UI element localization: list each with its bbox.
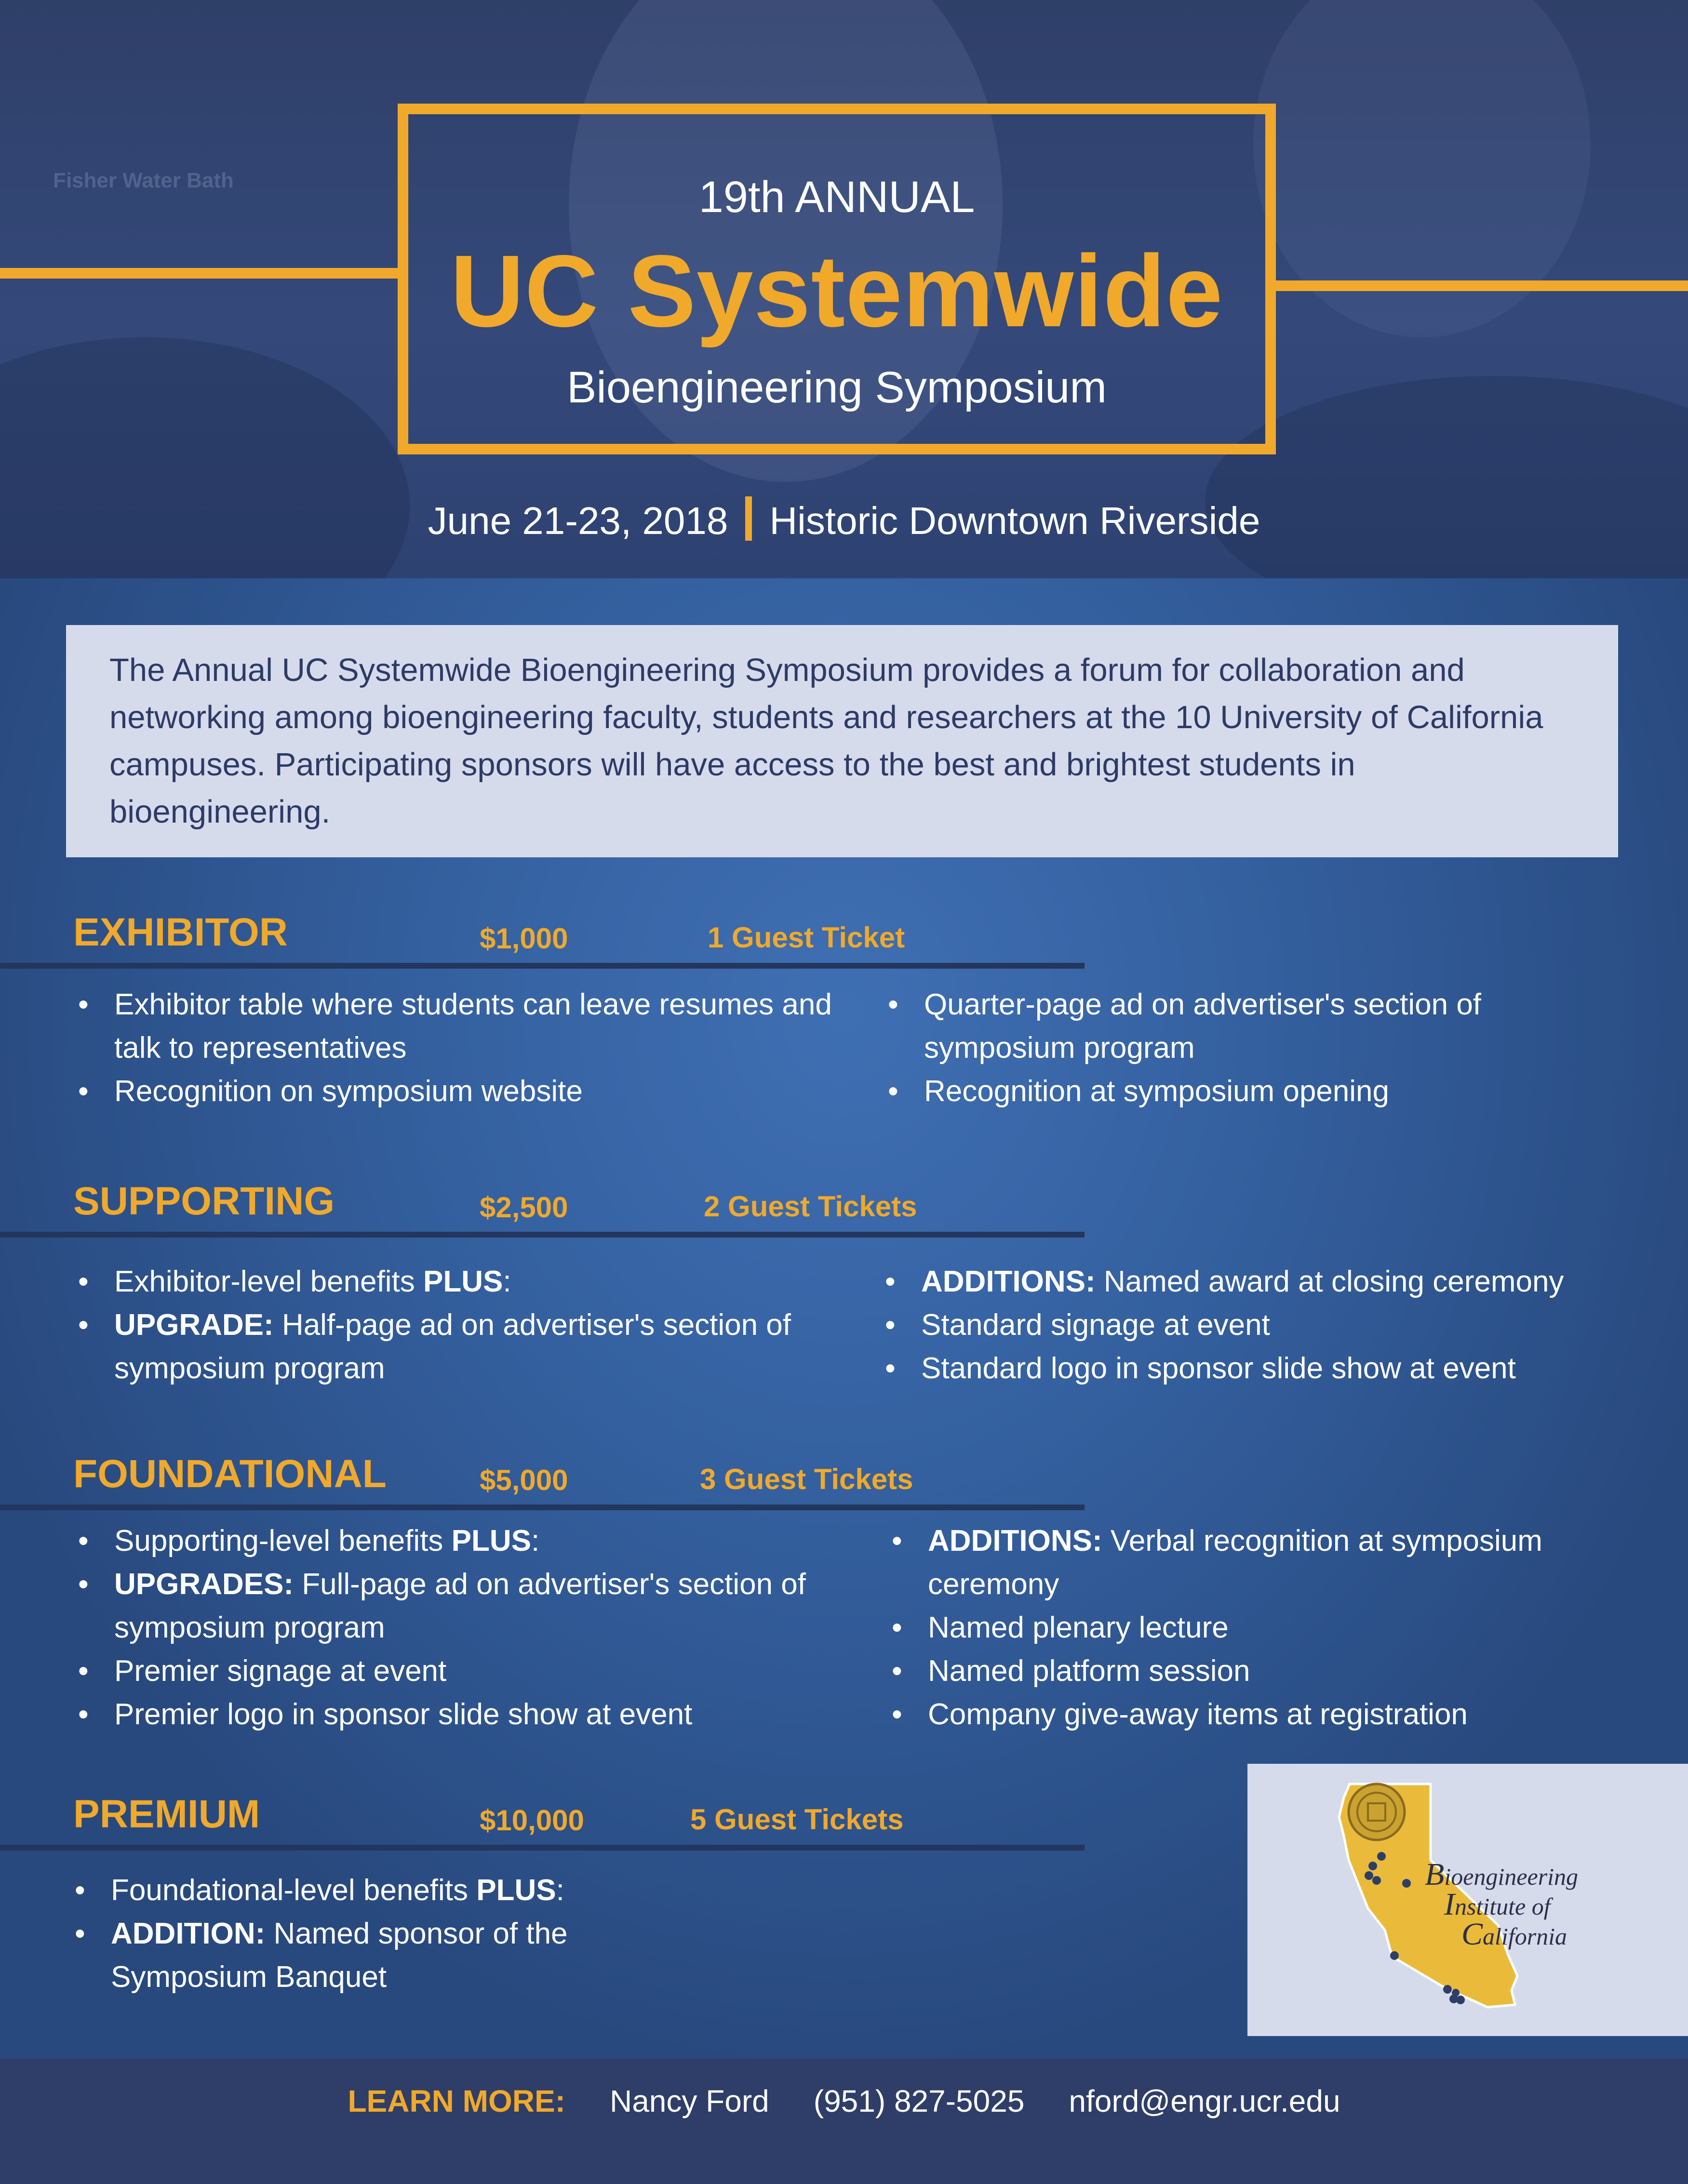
event-location: Historic Downtown Riverside xyxy=(769,499,1260,542)
date-location-line xyxy=(0,496,1688,543)
tier-supporting-header xyxy=(0,1165,1085,1233)
header-banner xyxy=(0,0,1688,578)
tier-foundational-header xyxy=(0,1438,1085,1505)
list-item: • Recognition at symposium opening xyxy=(883,1070,1558,1113)
tier-rule xyxy=(0,1505,1085,1510)
list-item: • Recognition on symposium website xyxy=(73,1070,854,1113)
logo-line-1: Bioengineering xyxy=(1425,1857,1579,1892)
tier-price: $1,000 xyxy=(480,922,568,955)
list-item: • Standard signage at event xyxy=(880,1304,1680,1347)
learn-more-label: LEARN MORE: xyxy=(348,2083,565,2118)
list-item: • Company give-away items at registration xyxy=(887,1693,1581,1736)
right-accent-line xyxy=(1273,280,1688,291)
contact-phone[interactable]: (951) 827-5025 xyxy=(813,2083,1025,2118)
premium-benefits-left xyxy=(70,1869,658,1999)
separator-bar xyxy=(745,496,752,541)
footer-contact-bar xyxy=(0,2059,1688,2184)
foundational-benefits-right xyxy=(887,1519,1581,1736)
list-item: • Quarter-page ad on advertiser's section of symposium program xyxy=(883,983,1558,1070)
page-title: UC Systemwide xyxy=(450,234,1223,348)
tier-name: PREMIUM xyxy=(73,1792,260,1836)
list-item: • ADDITIONS: Named award at closing ceremony xyxy=(880,1260,1680,1304)
event-dates: June 21-23, 2018 xyxy=(428,499,728,542)
title-frame xyxy=(398,104,1276,454)
tier-rule xyxy=(0,1845,1085,1851)
tier-name: EXHIBITOR xyxy=(73,910,288,954)
supporting-benefits-left xyxy=(73,1260,854,1390)
tier-price: $2,500 xyxy=(480,1191,568,1224)
contact-name: Nancy Ford xyxy=(609,2083,769,2118)
institute-logo xyxy=(1247,1764,1688,2036)
left-accent-line xyxy=(0,268,400,279)
supporting-benefits-right xyxy=(880,1260,1680,1390)
tier-rule xyxy=(0,1232,1085,1238)
tier-tickets: 3 Guest Tickets xyxy=(700,1463,913,1495)
tier-price: $10,000 xyxy=(480,1804,584,1837)
list-item: • ADDITION: Named sponsor of the Symposium Banquet xyxy=(70,1912,658,1999)
list-item: • Exhibitor table where students can leave resumes and talk to representatives xyxy=(73,983,854,1070)
tier-name: SUPPORTING xyxy=(73,1179,335,1223)
annual-label: 19th ANNUAL xyxy=(698,173,975,222)
page-subtitle: Bioengineering Symposium xyxy=(567,363,1107,412)
list-item: • Premier logo in sponsor slide show at event xyxy=(73,1693,825,1736)
list-item: • Supporting-level benefits PLUS: xyxy=(73,1519,825,1563)
background-label: Fisher Water Bath xyxy=(53,169,234,192)
list-item: • UPGRADE: Half-page ad on advertiser's section of symposium program xyxy=(73,1304,854,1390)
list-item: • Foundational-level benefits PLUS: xyxy=(70,1869,658,1912)
contact-email[interactable]: nford@engr.ucr.edu xyxy=(1069,2083,1340,2118)
exhibitor-benefits-right xyxy=(883,983,1558,1113)
logo-line-3: California xyxy=(1461,1917,1567,1952)
lab-dish-shape xyxy=(1205,376,1688,578)
list-item: • Premier signage at event xyxy=(73,1650,825,1693)
tier-tickets: 2 Guest Tickets xyxy=(704,1190,917,1223)
tier-premium-header xyxy=(0,1778,1085,1846)
tier-name: FOUNDATIONAL xyxy=(73,1452,387,1496)
intro-text: The Annual UC Systemwide Bioengineering Symposium provides a forum for collaboration and networking among bioengineering faculty, students and researchers at the 10 University of California campuses. Participating sponsors will have access to the best and brightest students in bioengineering. xyxy=(109,652,1543,830)
intro-panel xyxy=(66,625,1618,857)
list-item: • Standard logo in sponsor slide show at event xyxy=(880,1347,1680,1390)
tier-price: $5,000 xyxy=(480,1464,568,1496)
list-item: • ADDITIONS: Verbal recognition at symposium ceremony xyxy=(887,1519,1581,1606)
tier-rule xyxy=(0,963,1085,969)
list-item: • Named plenary lecture xyxy=(887,1606,1581,1650)
tier-tickets: 5 Guest Tickets xyxy=(690,1803,904,1836)
list-item: • UPGRADES: Full-page ad on advertiser's section of symposium program xyxy=(73,1563,825,1650)
tier-tickets: 1 Guest Ticket xyxy=(708,921,905,954)
exhibitor-benefits-left xyxy=(73,983,854,1113)
tier-exhibitor-header xyxy=(0,896,1085,964)
contact-row xyxy=(0,2059,1688,2143)
list-item: • Named platform session xyxy=(887,1650,1581,1693)
foundational-benefits-left xyxy=(73,1519,825,1736)
logo-line-2: Institute of xyxy=(1444,1887,1551,1922)
list-item: • Exhibitor-level benefits PLUS: xyxy=(73,1260,854,1304)
